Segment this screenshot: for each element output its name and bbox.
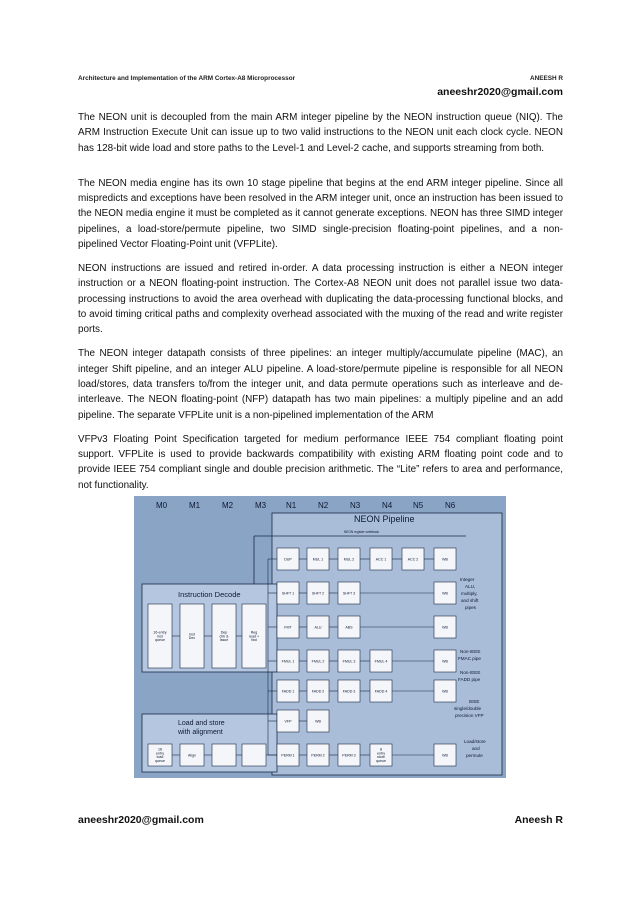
row1-block-2-label: MUL 1 bbox=[312, 557, 324, 562]
loadstore-block-3-box bbox=[212, 744, 236, 766]
row2-block-2-label: SHFT 2 bbox=[311, 591, 325, 596]
row3-block-1-label: FMT bbox=[284, 625, 292, 630]
stage-label-n3: N3 bbox=[350, 501, 361, 510]
decode-block-4-label: read + bbox=[248, 634, 260, 639]
decode-block-2-label: Dec bbox=[188, 636, 196, 641]
paragraph-3: NEON instructions are issued and retired in-order. A data processing instruction is either a NEON integer instruction or a NEON floating-point instruction. The Cortex-A8 NEON unit does not parallel issue two data-processing instructions to avoid the area overhead with duplicating the data-processing functional blocks, and to avoid timing critical paths and complexity overhead associated with the muxing of the read and write register ports. bbox=[78, 263, 563, 336]
row2-block-1-label: SHFT 1 bbox=[281, 591, 295, 596]
loadstore-block-1-label: entry bbox=[156, 751, 164, 756]
decode-block-3-label: chk & bbox=[219, 634, 229, 639]
decode-block-2-label: Inst bbox=[189, 632, 195, 637]
fadd-label-1: Non-IEEE bbox=[460, 670, 481, 675]
stage-label-n6: N6 bbox=[445, 501, 456, 510]
row6-block-2-label: WB bbox=[315, 719, 321, 724]
row3-block-4-label: WB bbox=[442, 625, 448, 630]
register-writeback-label: NEON register writeback bbox=[344, 530, 380, 534]
load-store-title-line2: with alignment bbox=[178, 729, 223, 736]
row7-block-2-label: PERM 2 bbox=[311, 753, 325, 758]
paragraph-1: The NEON unit is decoupled from the main ARM integer pipeline by the NEON instruction queue (NIQ). The ARM Instruction Execute Unit can issue up to two valid instructions to the NEON unit each clock cycle. NEON has 128-bit wide load and store paths to the Level-1 and Level-2 cache, and supports streaming from both. bbox=[78, 112, 563, 154]
stage-label-n5: N5 bbox=[413, 501, 424, 510]
fmac-label-1: Non-IEEE bbox=[460, 649, 481, 654]
loadstore-label-1: Load/store bbox=[464, 739, 486, 744]
row4-block-1-label: FMUL 1 bbox=[281, 659, 295, 664]
loadstore-block-1-label: load bbox=[156, 755, 164, 760]
decode-block-4-label: fwd bbox=[251, 638, 257, 643]
decode-block-1-label: 16-entry bbox=[153, 630, 167, 635]
row2-block-4-label: WB bbox=[442, 591, 448, 596]
row7-block-3-label: PERM 3 bbox=[342, 753, 356, 758]
header-title: Architecture and Implementation of the ARM Cortex-A8 Microprocessor bbox=[78, 75, 296, 82]
neon-pipeline-title: NEON Pipeline bbox=[354, 514, 415, 524]
decode-block-3-label: Dep bbox=[220, 630, 228, 635]
decode-block-1-label: queue bbox=[155, 638, 165, 643]
header-email: aneeshr2020@gmail.com bbox=[437, 86, 563, 98]
stage-label-m1: M1 bbox=[189, 501, 201, 510]
neon-pipeline-figure bbox=[134, 496, 506, 778]
row6-block-1-label: VFP bbox=[284, 719, 292, 724]
body-text bbox=[78, 110, 563, 502]
loadstore-label-2: and bbox=[472, 746, 480, 751]
ieee-label-3: precision VFP bbox=[455, 713, 484, 718]
stage-label-m2: M2 bbox=[222, 501, 234, 510]
fadd-label-2: FADD pipe bbox=[458, 677, 481, 682]
decode-block-3-label: Issue bbox=[219, 638, 229, 643]
integer-pipes-label-1: Integer bbox=[460, 577, 475, 582]
row7-block-4-label: store bbox=[377, 755, 385, 760]
stage-label-n4: N4 bbox=[382, 501, 393, 510]
row5-block-2-label: FADD 2 bbox=[311, 689, 325, 694]
stage-label-m3: M3 bbox=[255, 501, 267, 510]
loadstore-block-2-label: Align bbox=[188, 753, 196, 758]
loadstore-block-1-label: queue bbox=[155, 759, 165, 764]
stage-label-m0: M0 bbox=[156, 501, 168, 510]
fmac-label-2: FMAC pipe bbox=[458, 656, 481, 661]
decode-block-4-label: Reg bbox=[250, 630, 258, 635]
row7-block-5-label: WB bbox=[442, 753, 448, 758]
row7-block-4-label: 8 bbox=[380, 747, 382, 752]
paragraph-2: The NEON media engine has its own 10 stage pipeline that begins at the end ARM integer pipeline. Since all mispredicts and exceptions have been resolved in the ARM integer unit, once an instruction has been issued to the NEON media engine it must be completed as it cannot generate exceptions. NEON has three SIMD integer pipelines, a load-store/permute pipeline, two SIMD single-precision floating-point pipelines, and a non-pipelined Vector Floating-Point unit (VFPLite). bbox=[78, 177, 563, 251]
footer-name: Aneesh R bbox=[514, 814, 563, 826]
loadstore-block-1-label: 16 bbox=[158, 747, 162, 752]
footer-email: aneeshr2020@gmail.com bbox=[78, 814, 204, 826]
row7-block-4-label: queue bbox=[376, 759, 386, 764]
stage-label-n2: N2 bbox=[318, 501, 329, 510]
neon-pipeline-diagram bbox=[134, 496, 506, 778]
loadstore-label-3: permute bbox=[466, 753, 483, 758]
header-author: ANEESH R bbox=[529, 75, 563, 82]
row1-block-3-label: MUL 2 bbox=[343, 557, 355, 562]
ieee-label-2: single/double bbox=[454, 706, 482, 711]
row5-block-5-label: WB bbox=[442, 689, 448, 694]
integer-pipes-label-3: multiply, bbox=[461, 591, 478, 596]
row1-block-6-label: WB bbox=[442, 557, 448, 562]
integer-pipes-label-5: pipes bbox=[465, 605, 476, 610]
stage-label-n1: N1 bbox=[286, 501, 297, 510]
row1-block-4-label: ACC 1 bbox=[375, 557, 387, 562]
ieee-label-1: IEEE bbox=[469, 699, 480, 704]
row4-block-3-label: FMUL 3 bbox=[342, 659, 356, 664]
row7-block-4-label: entry bbox=[377, 751, 385, 756]
row5-block-4-label: FADD 4 bbox=[374, 689, 388, 694]
row7-block-1-label: PERM 1 bbox=[281, 753, 295, 758]
row1-block-1-label: DUP bbox=[284, 557, 292, 562]
row4-block-5-label: WB bbox=[442, 659, 448, 664]
row3-block-2-label: ALU bbox=[314, 625, 322, 630]
load-store-title-line1: Load and store bbox=[178, 720, 225, 727]
paragraph-5: VFPv3 Floating Point Specification targeted for medium performance IEEE 754 compliant floating point support. VFPLite is used to provide backwards compatibility with existing ARM floating point code and to provide IEEE 754 compliant single and double precision arithmetic. The “Lite” refers to area and performance, not functionality. bbox=[78, 433, 563, 491]
row4-block-4-label: FMUL 4 bbox=[374, 659, 388, 664]
decode-block-1-label: inst bbox=[157, 634, 163, 639]
paragraph-4: The NEON integer datapath consists of three pipelines: an integer multiply/accumulate pipeline (MAC), an integer Shift pipeline, and an integer ALU pipeline. A load-store/permute pipeline is responsible for all NEON load/stores, data transfers to/from the integer unit, and data permute operations such as interleave and de-interleave. The NEON floating-point (NFP) datapath has two main pipelines: a multiply pipeline and an add pipeline. The separate VFPLite unit is a non-pipelined implementation of the ARM bbox=[78, 348, 563, 421]
row5-block-1-label: FADD 1 bbox=[281, 689, 295, 694]
row1-block-5-label: ACC 2 bbox=[407, 557, 419, 562]
loadstore-block-4-box bbox=[242, 744, 266, 766]
row4-block-2-label: FMUL 2 bbox=[311, 659, 325, 664]
instruction-decode-title: Instruction Decode bbox=[178, 590, 241, 599]
integer-pipes-label-4: and shift bbox=[461, 598, 479, 603]
row5-block-3-label: FADD 3 bbox=[342, 689, 356, 694]
integer-pipes-label-2: ALU, bbox=[465, 584, 476, 589]
row2-block-3-label: SHFT 3 bbox=[342, 591, 356, 596]
row3-block-3-label: ABS bbox=[345, 625, 353, 630]
